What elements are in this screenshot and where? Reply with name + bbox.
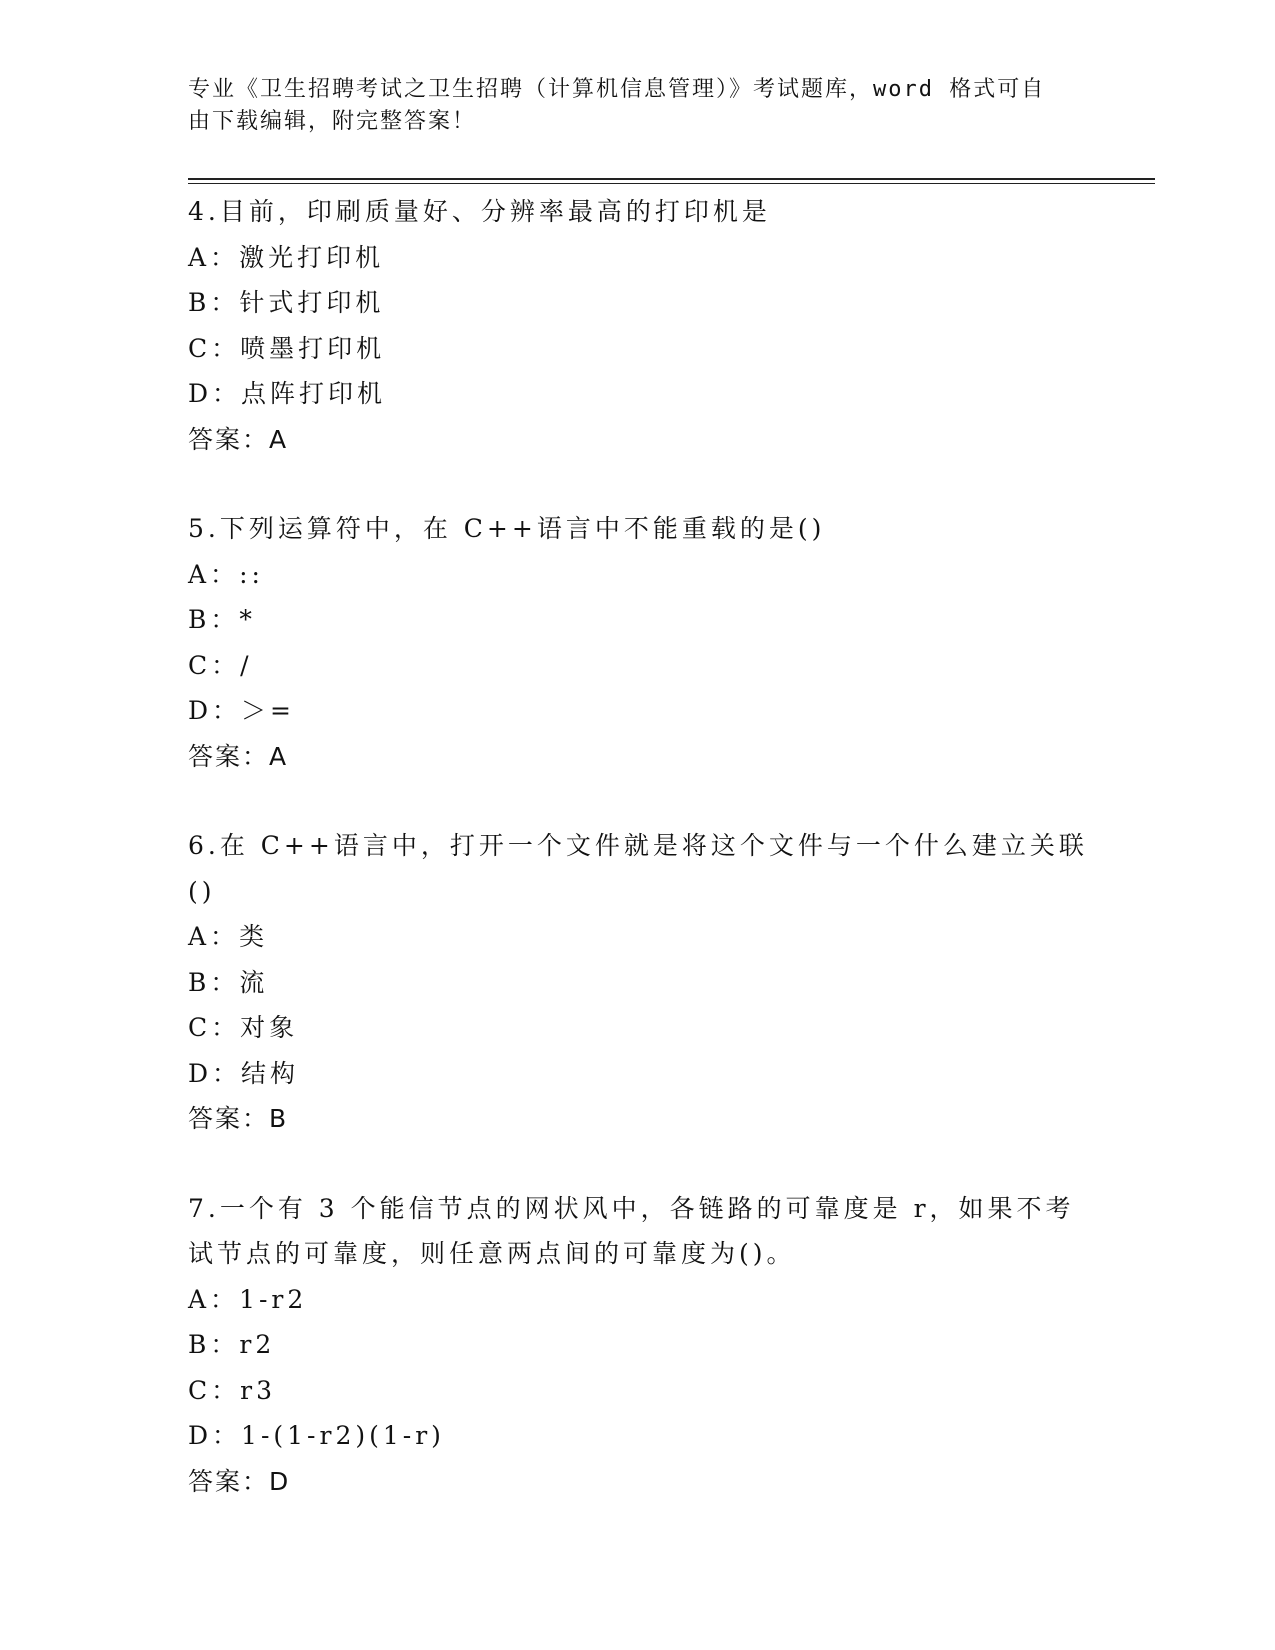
option-text: 点阵打印机 [241, 379, 387, 408]
option-b [188, 280, 1108, 326]
answer-line: 答案：D [188, 1466, 291, 1496]
option-b [188, 960, 1108, 1006]
question-stem: 5.下列运算符中，在 C++语言中不能重载的是() [188, 514, 826, 543]
option-text: 结构 [241, 1058, 300, 1088]
option-letter: C： [188, 333, 241, 363]
option-text: 流 [239, 967, 269, 997]
option-letter: C： [188, 1375, 241, 1405]
option-letter: D： [188, 1421, 242, 1450]
option-letter: B： [188, 1330, 240, 1359]
option-b [188, 1322, 1108, 1368]
option-letter: D： [188, 696, 242, 725]
question-5 [188, 506, 1108, 779]
option-c [188, 1005, 1108, 1051]
option-letter: B： [188, 967, 240, 997]
option-a [188, 914, 1108, 960]
option-a [188, 1277, 1108, 1323]
option-b [188, 597, 1108, 643]
option-letter: B： [188, 288, 240, 317]
answer-line: 答案：B [188, 1104, 289, 1133]
option-letter: C： [188, 650, 241, 680]
option-letter: D： [188, 379, 242, 408]
option-text: 1-r2 [239, 1284, 308, 1314]
option-letter: C： [188, 1013, 241, 1042]
question-list [188, 189, 1108, 1548]
option-letter: A： [188, 559, 240, 589]
option-text: 激光打印机 [239, 242, 385, 272]
option-text: ＞= [241, 696, 295, 725]
option-c [188, 326, 1108, 372]
question-stem: 7.一个有 3 个能信节点的网状风中，各链路的可靠度是 r，如果不考试节点的可靠度，则任意两点间的可靠度为()。 [188, 1193, 1075, 1268]
answer-line: 答案：A [188, 741, 289, 771]
option-text: 1-(1-r2)(1-r) [241, 1421, 445, 1450]
option-a [188, 552, 1108, 598]
option-text: r3 [240, 1375, 276, 1405]
option-d [188, 371, 1108, 417]
option-letter: B： [188, 605, 240, 634]
header-divider-thick [188, 178, 1155, 180]
option-text: 针式打印机 [239, 288, 385, 317]
option-text: 喷墨打印机 [240, 333, 386, 363]
question-stem: 6.在 C++语言中，打开一个文件就是将这个文件与一个什么建立关联() [188, 831, 1088, 906]
question-7 [188, 1186, 1108, 1505]
option-letter: A： [188, 1284, 240, 1314]
document-header [188, 74, 1088, 138]
question-4 [188, 189, 1108, 462]
option-text: r2 [239, 1330, 276, 1359]
option-c [188, 1368, 1108, 1414]
header-line-1: 专业《卫生招聘考试之卫生招聘（计算机信息管理）》考试题库，word 格式可自 [188, 77, 1046, 102]
option-letter: A： [188, 242, 240, 272]
option-text: 类 [239, 922, 269, 951]
option-text: * [239, 605, 256, 634]
option-letter: A： [188, 922, 240, 951]
option-letter: D： [188, 1058, 242, 1088]
header-line-2: 由下载编辑，附完整答案！ [188, 109, 477, 134]
question-6 [188, 823, 1108, 1142]
question-stem: 4.目前，印刷质量好、分辨率最高的打印机是 [188, 197, 771, 226]
option-d [188, 1413, 1108, 1459]
option-text: 对象 [240, 1013, 299, 1042]
answer-line: 答案：A [188, 424, 289, 454]
option-d [188, 688, 1108, 734]
option-a [188, 235, 1108, 281]
option-d [188, 1051, 1108, 1097]
option-c [188, 643, 1108, 689]
option-text: :: [239, 559, 264, 589]
option-text: / [240, 650, 253, 680]
header-divider-thin [188, 183, 1155, 184]
